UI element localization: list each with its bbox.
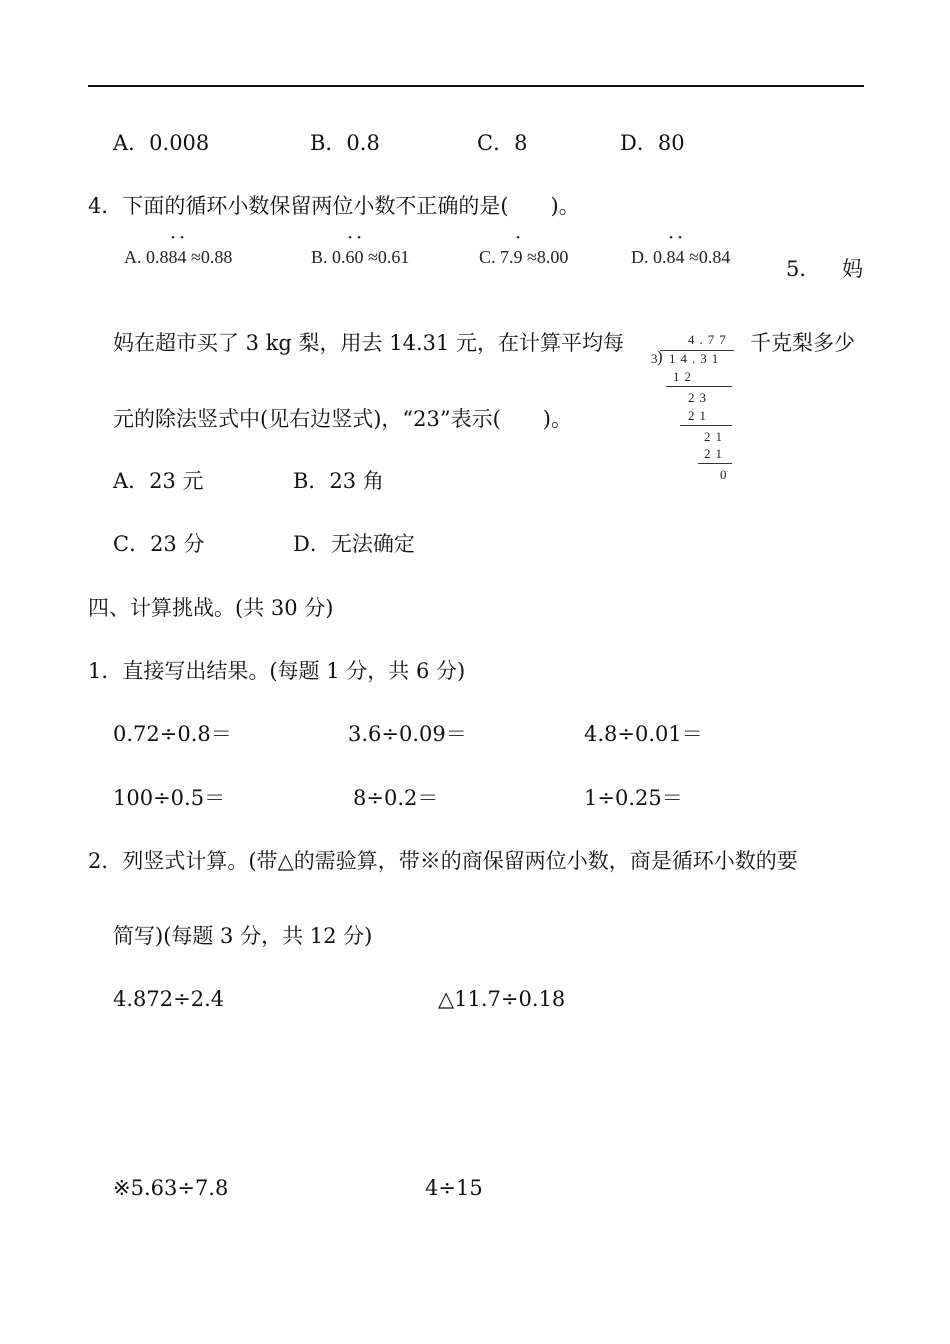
section-4-title: 四、计算挑战。(共 30 分) [88, 596, 334, 620]
s4-q2-item-3[interactable]: ※5.63÷7.8 [113, 1176, 229, 1200]
top-rule [88, 85, 864, 87]
q4-b-repeat-digit-1: • 6 [346, 247, 355, 268]
s4-q1-item-3[interactable]: 4.8÷0.01＝ [584, 722, 703, 746]
q5-option-a[interactable]: A．23 元 [113, 469, 204, 493]
division-step-3: 21 [688, 408, 711, 423]
q4-b-repeat-digit-2: • 0 [355, 247, 364, 268]
division-remainder: 0 [720, 467, 732, 482]
s4-q2-stem-line-2: 简写)(每题 3 分，共 12 分) [113, 924, 373, 948]
division-line-3 [698, 463, 732, 464]
division-bracket-side: ) [657, 347, 663, 366]
division-step-1: 12 [673, 369, 696, 384]
q4-a-letter: A. [124, 247, 142, 267]
q5-line-1: 妈在超市买了 3 kg 梨，用去 14.31 元，在计算平均每 [113, 331, 625, 355]
q4-a-repeat-digit-2: • 4 [178, 247, 187, 268]
s4-q1-item-1[interactable]: 0.72÷0.8＝ [113, 722, 232, 746]
s4-q1-item-4[interactable]: 100÷0.5＝ [113, 786, 226, 810]
q3-option-a[interactable]: A．0.008 [113, 131, 210, 155]
q3-option-b[interactable]: B．0.8 [310, 131, 380, 155]
q4-a-repeat-digit-1: • 8 [169, 247, 178, 268]
q4-a-result: ≈0.88 [191, 247, 233, 267]
q4-b-pre: 0. [332, 247, 346, 267]
q5-option-c[interactable]: C．23 分 [113, 532, 205, 556]
q4-c-letter: C. [479, 247, 496, 267]
q5-line-1-tail: 千克梨多少 [750, 331, 855, 355]
s4-q1-stem: 1．直接写出结果。(每题 1 分，共 6 分) [88, 659, 466, 683]
division-step-4: 21 [704, 429, 727, 444]
division-step-5: 21 [704, 446, 727, 461]
q4-c-result: ≈8.00 [527, 247, 569, 267]
division-step-2: 23 [688, 390, 711, 405]
s4-q2-item-2[interactable]: △11.7÷0.18 [438, 987, 566, 1011]
q4-d-repeat-digit-2: • 4 [676, 247, 685, 268]
division-quotient: 4.77 [688, 332, 731, 347]
division-line-1 [666, 386, 732, 387]
division-divisor: 3 [651, 351, 658, 366]
q5-option-b[interactable]: B．23 角 [293, 469, 384, 493]
q4-option-c[interactable] [479, 247, 568, 268]
s4-q2-item-4[interactable]: 4÷15 [425, 1176, 483, 1200]
s4-q1-item-2[interactable]: 3.6÷0.09＝ [348, 722, 467, 746]
q5-line-2: 元的除法竖式中(见右边竖式)，“23”表示( )。 [113, 407, 572, 431]
division-dividend: 14.31 [669, 351, 724, 366]
s4-q1-item-6[interactable]: 1÷0.25＝ [584, 786, 683, 810]
division-line-2 [680, 425, 732, 426]
q4-b-letter: B. [311, 247, 328, 267]
s4-q2-item-1[interactable]: 4.872÷2.4 [113, 987, 225, 1011]
s4-q2-stem-line-1: 2．列竖式计算。(带△的需验算，带※的商保留两位小数，商是循环小数的要 [88, 849, 798, 873]
q5-number: 5． [786, 257, 821, 281]
q5-option-d[interactable]: D．无法确定 [293, 532, 415, 556]
q4-d-letter: D. [631, 247, 649, 267]
q4-b-result: ≈0.61 [368, 247, 410, 267]
q3-option-d[interactable]: D．80 [620, 131, 685, 155]
q4-c-repeat-digit-1: • 9 [514, 247, 523, 268]
q4-d-pre: 0. [653, 247, 667, 267]
q3-option-c[interactable]: C．8 [477, 131, 528, 155]
long-division-figure [640, 328, 750, 488]
q5-first-char: 妈 [842, 257, 863, 281]
q4-option-a[interactable] [124, 247, 232, 268]
q4-option-d[interactable] [631, 247, 730, 268]
q4-c-pre: 7. [500, 247, 514, 267]
q4-a-pre: 0.8 [146, 247, 169, 267]
q4-d-result: ≈0.84 [689, 247, 731, 267]
q4-d-repeat-digit-1: • 8 [667, 247, 676, 268]
q4-stem: 4．下面的循环小数保留两位小数不正确的是( )。 [88, 194, 580, 218]
q4-option-b[interactable] [311, 247, 409, 268]
s4-q1-item-5[interactable]: 8÷0.2＝ [353, 786, 439, 810]
